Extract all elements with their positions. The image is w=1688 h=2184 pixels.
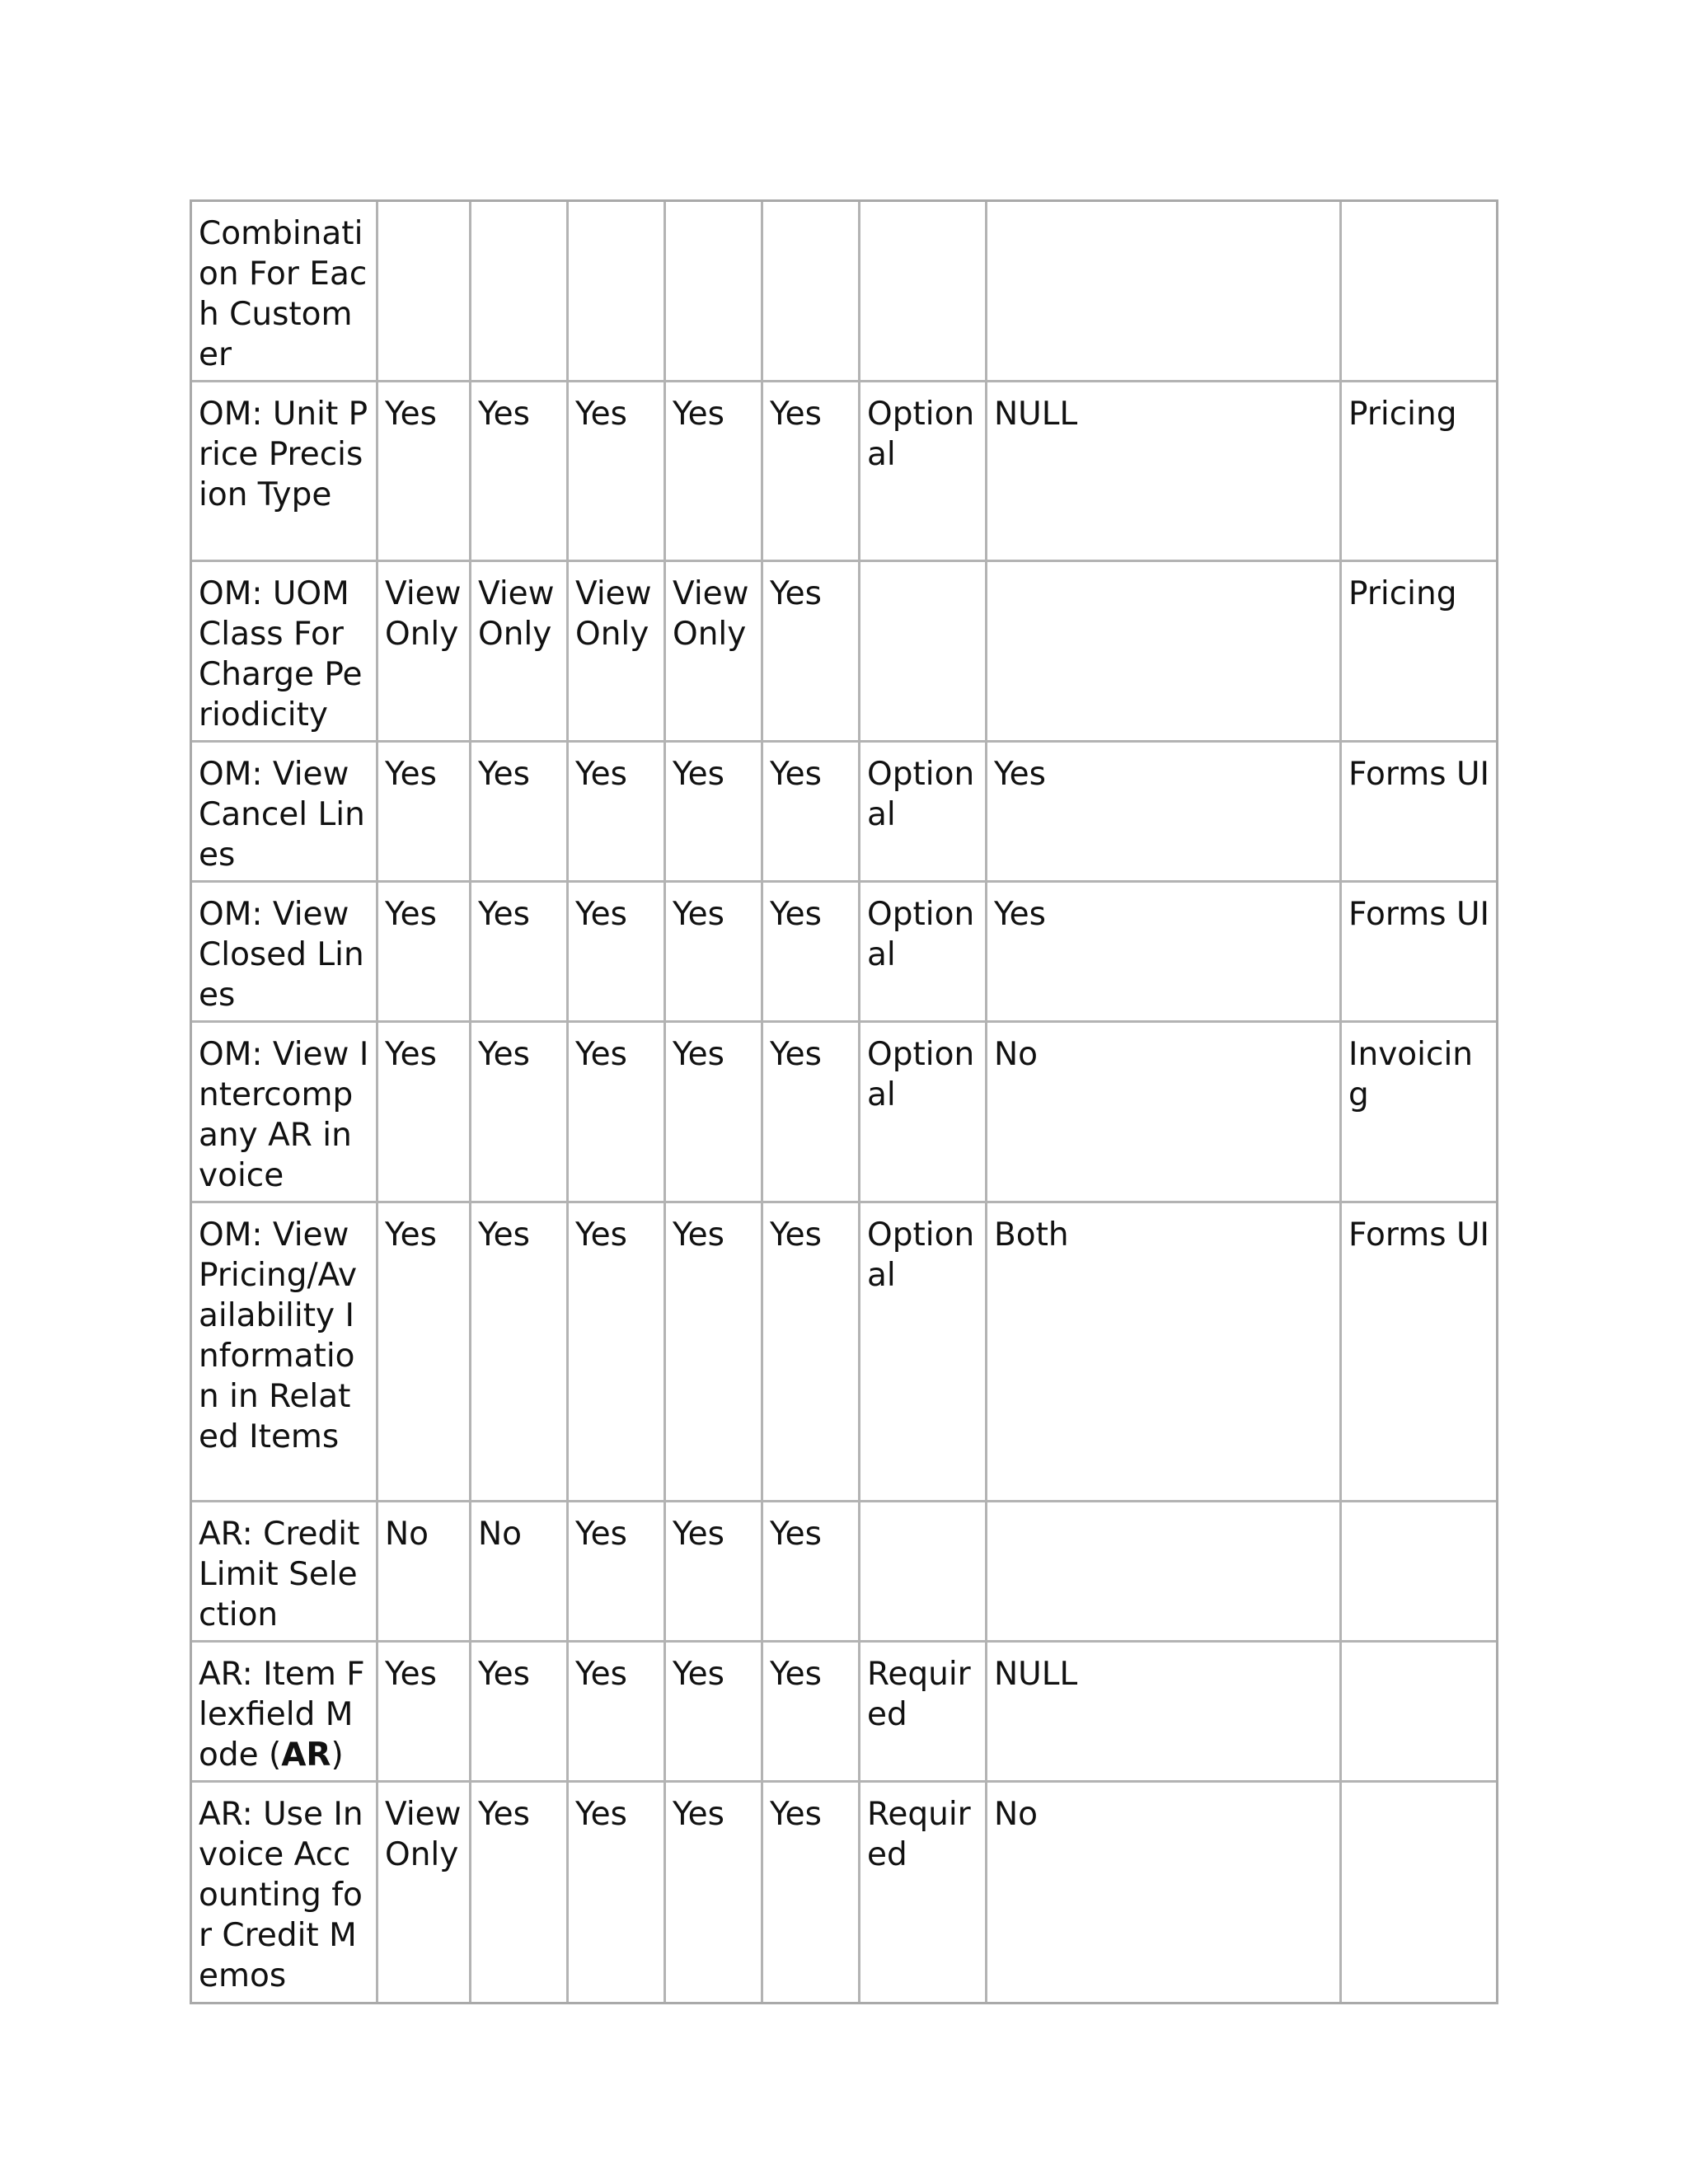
table-cell: Optional [860, 743, 987, 883]
table-row [192, 1023, 1496, 1203]
table-cell: Yes [666, 743, 763, 883]
table-cell: Yes [471, 1023, 569, 1203]
table-cell: No [987, 1783, 1342, 2002]
table-cell: Yes [666, 1203, 763, 1502]
table-cell [987, 562, 1342, 743]
profile-name-cell: OM: View Intercompany AR invoice [192, 1023, 378, 1203]
table-cell [987, 202, 1342, 382]
table-cell [987, 1502, 1342, 1643]
table-cell: Yes [763, 1203, 860, 1502]
table-cell: No [378, 1502, 471, 1643]
table-cell: Yes [471, 743, 569, 883]
table-cell: Forms UI [1342, 1203, 1496, 1502]
table-cell: Required [860, 1783, 987, 2002]
profile-name-cell: AR: Credit Limit Selection [192, 1502, 378, 1643]
table-row [192, 1502, 1496, 1643]
table-cell: View Only [471, 562, 569, 743]
table-cell: Yes [666, 382, 763, 562]
table-cell: Yes [987, 743, 1342, 883]
table-cell [860, 202, 987, 382]
table-cell: View Only [569, 562, 666, 743]
table-cell [763, 202, 860, 382]
table-cell: Invoicing [1342, 1023, 1496, 1203]
table-row [192, 382, 1496, 562]
table-row [192, 883, 1496, 1023]
table-cell: Optional [860, 1023, 987, 1203]
table-cell: No [471, 1502, 569, 1643]
table-cell: Yes [471, 883, 569, 1023]
table-cell: View Only [378, 1783, 471, 2002]
profile-name-cell: OM: Unit Price Precision Type [192, 382, 378, 562]
table-row [192, 562, 1496, 743]
table-cell: Optional [860, 883, 987, 1023]
table-cell: Pricing [1342, 382, 1496, 562]
table-cell: Yes [569, 1643, 666, 1783]
table-row [192, 1643, 1496, 1783]
table-cell [569, 202, 666, 382]
table-cell [666, 202, 763, 382]
table-cell: Optional [860, 1203, 987, 1502]
table-cell: Yes [471, 382, 569, 562]
table-row [192, 202, 1496, 382]
table-cell [1342, 1502, 1496, 1643]
table-cell: Yes [763, 743, 860, 883]
table-cell: Yes [378, 1023, 471, 1203]
table-cell: Yes [763, 1643, 860, 1783]
table-cell: Yes [378, 1643, 471, 1783]
table-cell [378, 202, 471, 382]
table-cell: Yes [763, 1783, 860, 2002]
table-cell: Yes [569, 1023, 666, 1203]
table-cell: Yes [569, 1502, 666, 1643]
table-cell: Yes [666, 883, 763, 1023]
table-cell: View Only [666, 562, 763, 743]
table-cell: Yes [666, 1023, 763, 1203]
table-cell [1342, 1783, 1496, 2002]
profile-name-cell: AR: Use Invoice Accounting for Credit Memos [192, 1783, 378, 2002]
table-cell: Yes [471, 1783, 569, 2002]
table-cell: Yes [763, 382, 860, 562]
table-cell: Both [987, 1203, 1342, 1502]
profile-name-cell: AR: Item Flexfield Mode (AR) [192, 1643, 378, 1783]
profile-name-cell: OM: View Closed Lines [192, 883, 378, 1023]
table-cell [860, 562, 987, 743]
table-cell: Yes [378, 883, 471, 1023]
table-cell: Yes [569, 1203, 666, 1502]
table-cell: Yes [987, 883, 1342, 1023]
table-cell: No [987, 1023, 1342, 1203]
table-cell: NULL [987, 382, 1342, 562]
table-cell: Yes [569, 382, 666, 562]
table-cell: Yes [569, 1783, 666, 2002]
table-cell: Yes [763, 562, 860, 743]
table-cell: Yes [378, 743, 471, 883]
profile-name-cell: OM: View Cancel Lines [192, 743, 378, 883]
table-row [192, 743, 1496, 883]
table-cell: Required [860, 1643, 987, 1783]
profile-name-cell: OM: View Pricing/Availability Information in Related Items [192, 1203, 378, 1502]
table-cell: Yes [378, 382, 471, 562]
table-cell: Forms UI [1342, 883, 1496, 1023]
table-cell: NULL [987, 1643, 1342, 1783]
table-row [192, 1203, 1496, 1502]
table-cell: Yes [471, 1203, 569, 1502]
table-cell: Yes [666, 1502, 763, 1643]
table-cell: Yes [763, 1023, 860, 1203]
profile-options-table [190, 199, 1498, 2004]
profile-name-cell: OM: UOM Class For Charge Periodicity [192, 562, 378, 743]
table-cell: Yes [763, 1502, 860, 1643]
table-row [192, 1783, 1496, 2002]
table-cell: Yes [763, 883, 860, 1023]
table-cell [471, 202, 569, 382]
table-cell [1342, 1643, 1496, 1783]
table-cell: Yes [666, 1643, 763, 1783]
table-cell: Optional [860, 382, 987, 562]
table-cell: Pricing [1342, 562, 1496, 743]
table-cell [860, 1502, 987, 1643]
profile-name-cell: Combination For Each Customer [192, 202, 378, 382]
table-cell: Yes [378, 1203, 471, 1502]
table-cell: Yes [569, 883, 666, 1023]
table-cell [1342, 202, 1496, 382]
table-cell: Yes [471, 1643, 569, 1783]
table-cell: Forms UI [1342, 743, 1496, 883]
table-cell: Yes [569, 743, 666, 883]
table-cell: Yes [666, 1783, 763, 2002]
table-cell: View Only [378, 562, 471, 743]
